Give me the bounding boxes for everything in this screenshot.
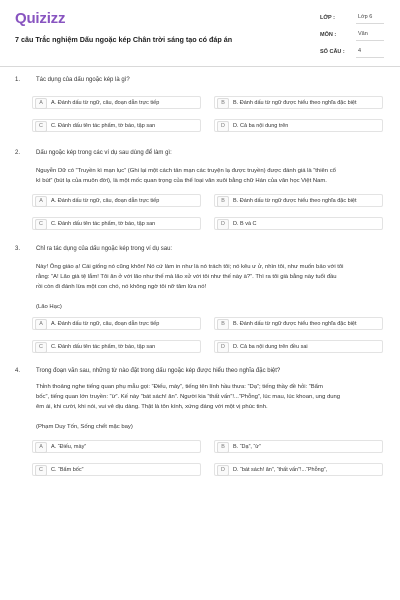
- meta-subject: [318, 26, 386, 43]
- option-d[interactable]: [214, 119, 383, 132]
- passage-line: Nguyễn Dữ có “Truyền kì mạn lục” (Ghi lại một cách tản mạn các truyện lạ được truyền) được đánh giá là “thiên cổ: [36, 168, 336, 174]
- worksheet-header: [0, 0, 400, 67]
- worksheet-meta: [318, 9, 386, 60]
- option-letter: A: [35, 319, 47, 330]
- passage-source: (Lão Hạc): [36, 304, 62, 310]
- passage-spacer: [36, 292, 386, 302]
- option-a[interactable]: [32, 96, 201, 109]
- option-c[interactable]: [32, 119, 201, 132]
- option-text: D. Cả ba nội dung trên: [233, 123, 289, 129]
- question-passage: [36, 166, 386, 186]
- meta-grade: [318, 9, 386, 26]
- option-letter: C: [35, 342, 47, 353]
- question-number: 3.: [15, 246, 21, 252]
- meta-count: [318, 43, 386, 60]
- option-letter: B: [217, 196, 229, 207]
- passage-line: rồi còn đi đánh lừa một con chó, nó không ngờ tôi nỡ tâm lừa nó!: [36, 284, 207, 290]
- grade-value: Lớp 6: [356, 11, 384, 24]
- option-b[interactable]: [214, 440, 383, 453]
- option-letter: D: [217, 219, 229, 230]
- option-b[interactable]: [214, 194, 383, 207]
- question-text: Tác dụng của dấu ngoặc kép là gì?: [36, 77, 130, 83]
- option-letter: C: [35, 465, 47, 476]
- option-text: C. Đánh dấu tên tác phẩm, tờ báo, tập san: [51, 221, 156, 227]
- option-letter: B: [217, 319, 229, 330]
- option-d[interactable]: [214, 463, 383, 476]
- option-letter: D: [217, 342, 229, 353]
- option-letter: A: [35, 98, 47, 109]
- option-text: D. “bát sách! ăn”, “thất vấn”!...“Phỗng”,: [233, 467, 328, 473]
- option-d[interactable]: [214, 217, 383, 230]
- option-text: B. “Dạ”, “ừ”: [233, 444, 261, 450]
- option-text: A. “Điếu, mày”: [51, 444, 87, 450]
- question-passage: [36, 262, 386, 312]
- option-letter: B: [217, 98, 229, 109]
- option-c[interactable]: [32, 340, 201, 353]
- brand-logo[interactable]: Quizizz: [15, 10, 66, 27]
- passage-line: bốc”, tiếng quan lớn truyền: “ừ”. Kế này “bát sách! ăn”. Người kia “thất vấn”!...“Phỗng”, lúc mau, lúc khoan, ung dung: [36, 394, 341, 400]
- question-text: Dấu ngoặc kép trong các ví dụ sau dùng để làm gì:: [36, 150, 172, 156]
- option-letter: A: [35, 196, 47, 207]
- passage-spacer: [36, 412, 386, 422]
- option-letter: A: [35, 442, 47, 453]
- count-label: SỐ CÂU :: [320, 49, 345, 55]
- passage-source: (Phạm Duy Tốn, Sống chết mặc bay): [36, 424, 133, 430]
- option-a[interactable]: [32, 317, 201, 330]
- question-number: 1.: [15, 77, 21, 83]
- option-a[interactable]: [32, 440, 201, 453]
- option-text: C. Đánh dấu tên tác phẩm, tờ báo, tập san: [51, 344, 156, 350]
- passage-line: Này! Ông giáo ạ! Cái giống nó cũng khôn! Nó cứ làm in như là nó trách tôi; nó kêu ư ử, nhìn tôi, như muốn bảo với tôi: [36, 264, 344, 270]
- grade-label: LỚP :: [320, 15, 335, 21]
- option-b[interactable]: [214, 96, 383, 109]
- option-b[interactable]: [214, 317, 383, 330]
- option-text: D. Cả ba nội dung trên đều sai: [233, 344, 308, 350]
- option-text: B. Đánh dấu từ ngữ được hiểu theo nghĩa đặc biệt: [233, 321, 357, 327]
- passage-line: êm ái, khi cười, khi nói, vui vẻ dịu dàng. Thật là tôn kính, xứng đáng với một vị phúc tinh.: [36, 404, 268, 410]
- option-c[interactable]: [32, 217, 201, 230]
- option-c[interactable]: [32, 463, 201, 476]
- option-text: A. Đánh dấu từ ngữ, câu, đoạn dẫn trực tiếp: [51, 321, 160, 327]
- subject-label: MÔN :: [320, 32, 337, 38]
- option-letter: B: [217, 442, 229, 453]
- option-text: D. B và C: [233, 221, 257, 227]
- option-letter: D: [217, 121, 229, 132]
- subject-value: Văn: [356, 28, 384, 41]
- option-letter: C: [35, 121, 47, 132]
- option-letter: C: [35, 219, 47, 230]
- passage-line: Thỉnh thoảng nghe tiếng quan phụ mẫu gọi: “Điếu, mày”, tiếng tên lính hầu thưa: “Dạ”; tiếng thầy đề hỏi: “Bẩm: [36, 384, 323, 390]
- count-value: 4: [356, 45, 384, 58]
- passage-line: kì bút” (bút lạ của muôn đời), là một mốc quan trọng của thể loại văn xuôi bằng chữ Hán của văn học Việt Nam.: [36, 178, 327, 184]
- option-text: A. Đánh dấu từ ngữ, câu, đoạn dẫn trực tiếp: [51, 100, 160, 106]
- option-text: C. “Bẩm bốc”: [51, 467, 84, 473]
- option-text: A. Đánh dấu từ ngữ, câu, đoạn dẫn trực tiếp: [51, 198, 160, 204]
- question-number: 2.: [15, 150, 21, 156]
- question-passage: [36, 382, 386, 432]
- passage-line: rằng: “A! Lão già tệ lắm! Tôi ăn ở với lão như thế mà lão xử với tôi như thế này à?”. Thì ra tôi già bằng này tuổi đầu: [36, 274, 337, 280]
- worksheet-title: 7 câu Trắc nghiệm Dấu ngoặc kép Chân trời sáng tạo có đáp án: [15, 35, 233, 44]
- option-text: B. Đánh dấu từ ngữ được hiểu theo nghĩa đặc biệt: [233, 198, 357, 204]
- option-text: C. Đánh dấu tên tác phẩm, tờ báo, tập san: [51, 123, 156, 129]
- question-number: 4.: [15, 368, 21, 374]
- option-text: B. Đánh dấu từ ngữ được hiểu theo nghĩa đặc biệt: [233, 100, 357, 106]
- option-letter: D: [217, 465, 229, 476]
- option-a[interactable]: [32, 194, 201, 207]
- option-d[interactable]: [214, 340, 383, 353]
- question-text: Chỉ ra tác dụng của dấu ngoặc kép trong ví dụ sau:: [36, 246, 173, 252]
- question-text: Trong đoạn văn sau, những từ nào đặt trong dấu ngoặc kép được hiểu theo nghĩa đặc biệt?: [36, 368, 281, 374]
